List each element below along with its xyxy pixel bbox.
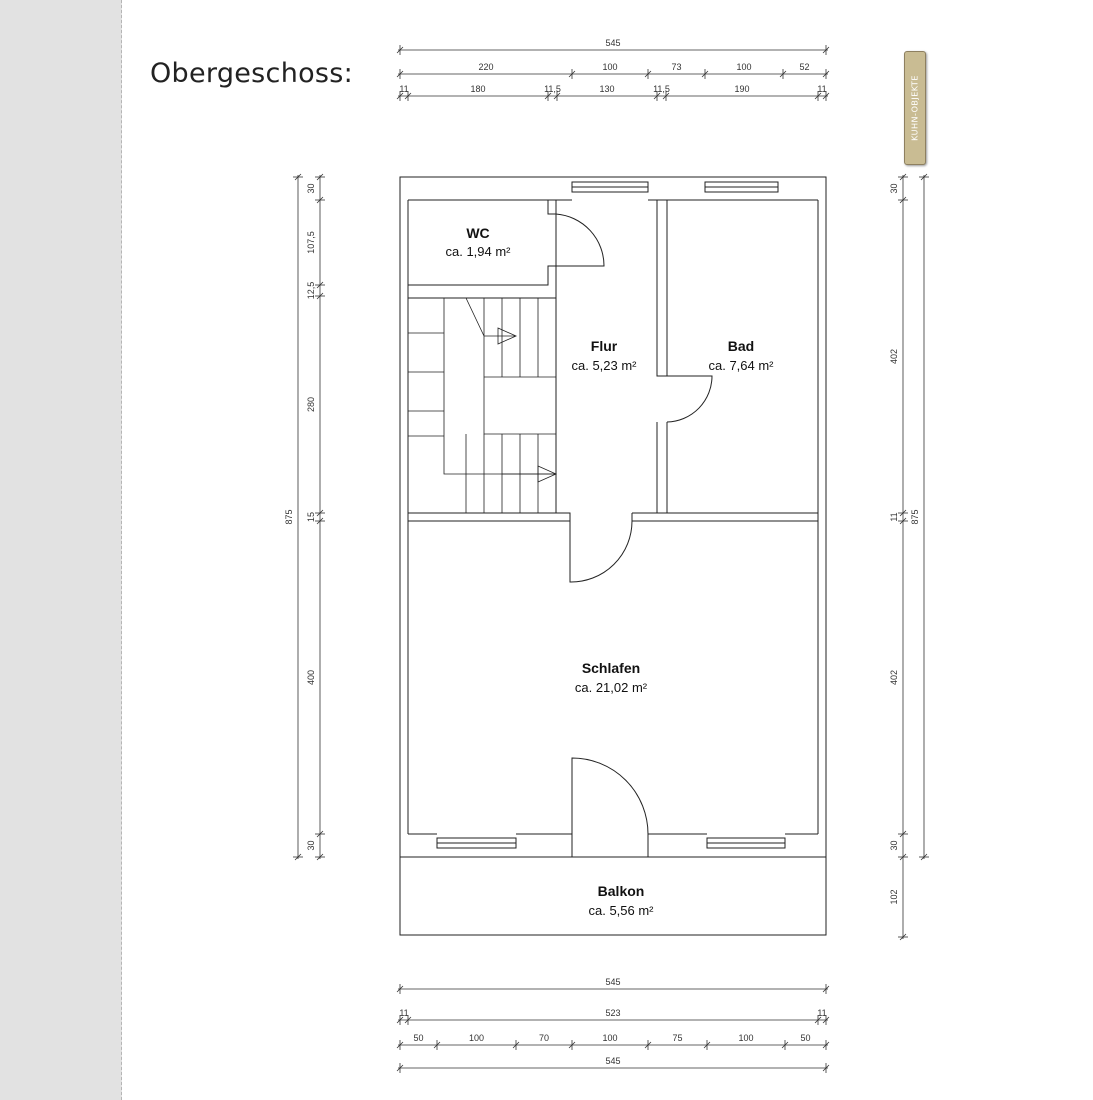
room-name-bad: Bad: [727, 338, 755, 354]
wc-bottom-wall: [408, 266, 556, 298]
dim-right-0: 30: [889, 183, 899, 194]
dim-left-1: 107,5: [306, 231, 316, 254]
dim-top-row2-4: 52: [799, 62, 810, 72]
dim-left-total-0: 875: [284, 509, 294, 525]
stair-arrow-down: [502, 466, 556, 482]
dim-bottom-row3-0: 50: [413, 1033, 424, 1043]
dim-bottom-row2-1: 523: [605, 1008, 621, 1018]
dim-left-6: 30: [306, 840, 316, 851]
dim-bottom-row3-6: 50: [800, 1033, 811, 1043]
dim-left-4: 15: [306, 511, 316, 523]
dim-bottom-row2-0: 11: [399, 1008, 409, 1018]
dim-left-0: 30: [306, 183, 316, 194]
door-balkon: [572, 758, 648, 834]
dim-right-total-0: 875: [910, 509, 920, 525]
dim-left-2: 12,5: [306, 281, 316, 300]
stair-landing-line: [444, 298, 556, 474]
room-name-flur: Flur: [590, 338, 618, 354]
dim-left-5: 400: [306, 669, 316, 686]
page-title: Obergeschoss:: [150, 58, 354, 89]
dim-bottom-row3-4: 75: [672, 1033, 683, 1043]
room-name-wc: WC: [466, 225, 490, 241]
dim-bottom-row3-3: 100: [602, 1033, 618, 1043]
dim-right-5: 102: [889, 889, 899, 905]
windows: [437, 182, 785, 848]
door-schlafen: [570, 521, 632, 582]
dim-right-3: 402: [889, 669, 899, 686]
room-area-flur: ca. 5,23 m²: [571, 358, 637, 373]
dim-bottom-row2-2: 11: [817, 1008, 827, 1018]
room-area-wc: ca. 1,94 m²: [445, 244, 511, 259]
dim-top-row3-5: 190: [734, 84, 750, 94]
dim-right-4: 30: [889, 840, 899, 851]
room-area-balkon: ca. 5,56 m²: [588, 903, 654, 918]
dim-right-1: 402: [889, 348, 899, 365]
dim-bottom-row3-1: 100: [468, 1033, 485, 1043]
dim-top-row3-1: 180: [470, 84, 486, 94]
balcony-door-jamb: [572, 834, 648, 857]
dim-left-3: 280: [306, 396, 316, 413]
dim-top-row3-0: 11: [399, 84, 409, 94]
dim-top-row3-2: 11,5: [544, 84, 561, 94]
walls: [400, 177, 826, 935]
room-area-bad: ca. 7,64 m²: [708, 358, 774, 373]
stair-arrow-up: [484, 328, 516, 344]
dim-bottom-total2-0: 545: [605, 1056, 621, 1066]
outer-wall-outer: [400, 177, 826, 857]
stair-treads-bottom: [466, 434, 538, 513]
dimension-lines: [293, 45, 929, 1073]
stair-core: [484, 377, 556, 434]
door-bad: [667, 376, 712, 422]
staircase: [408, 298, 556, 513]
dim-top-row3-6: 11: [817, 84, 827, 94]
wc-door-jamb: [548, 200, 556, 214]
doors: [556, 214, 712, 834]
room-area-schlafen: ca. 21,02 m²: [574, 680, 648, 695]
dim-top-row3-3: 130: [599, 84, 615, 94]
dim-top-row2-3: 100: [736, 62, 752, 72]
door-wc: [556, 214, 604, 266]
stair-bottom-wall: [408, 513, 570, 521]
stair-treads-left: [408, 333, 444, 436]
dim-bottom-total1-0: 545: [605, 977, 621, 987]
outer-wall-inner: [408, 200, 818, 834]
dim-bottom-row3-2: 70: [538, 1033, 550, 1043]
dim-right-2: 11: [889, 512, 899, 522]
dim-top-row2-1: 100: [602, 62, 618, 72]
dim-top-total-0: 545: [605, 38, 621, 48]
dim-top-row3-4: 11,5: [653, 84, 670, 94]
logo-text: KUHN-OBJEKTE: [910, 75, 920, 141]
room-name-schlafen: Schlafen: [581, 660, 641, 676]
room-name-balkon: Balkon: [597, 883, 645, 899]
dim-top-row2-2: 73: [671, 62, 682, 72]
stair-treads-top: [466, 298, 538, 377]
dim-top-row2-0: 220: [478, 62, 494, 72]
room-labels: [445, 225, 774, 918]
bad-left-wall: [657, 200, 667, 513]
bad-bottom-wall: [632, 513, 818, 521]
dim-bottom-row3-5: 100: [738, 1033, 754, 1043]
